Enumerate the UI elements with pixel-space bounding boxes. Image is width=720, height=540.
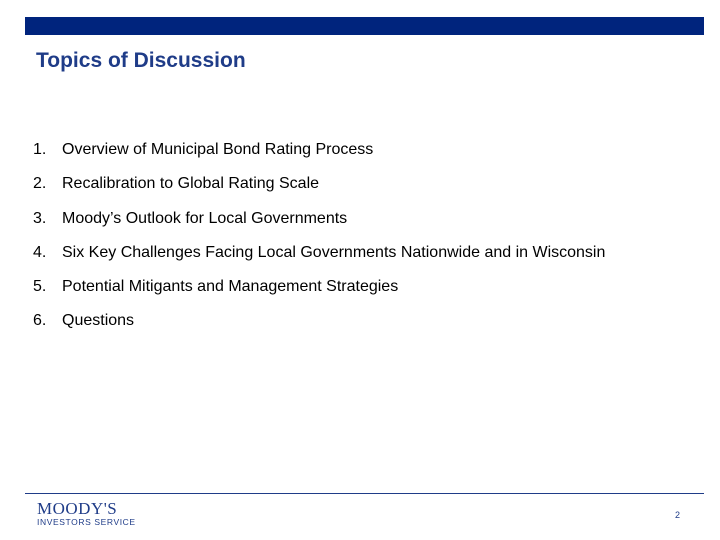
page-number: 2 (675, 510, 681, 520)
agenda-item-text: Questions (62, 312, 135, 330)
agenda-item-number: 4. (33, 243, 47, 261)
agenda-item-text: Potential Mitigants and Management Strategies (62, 278, 399, 296)
agenda-item-3 (33, 210, 605, 244)
agenda-item-number: 5. (33, 278, 47, 296)
slide-title: Topics of Discussion (36, 49, 246, 72)
agenda-item-number: 3. (33, 209, 47, 227)
agenda-item-number: 6. (33, 312, 47, 330)
logo-tagline: INVESTORS SERVICE (37, 517, 136, 527)
agenda-item-4 (33, 244, 605, 278)
agenda-item-6 (33, 312, 605, 346)
agenda-item-text: Recalibration to Global Rating Scale (62, 175, 320, 193)
agenda-item-text: Moody’s Outlook for Local Governments (62, 209, 348, 227)
agenda-item-number: 2. (33, 175, 47, 193)
agenda-item-text: Overview of Municipal Bond Rating Process (62, 141, 374, 158)
agenda-item-text: Six Key Challenges Facing Local Governments Nationwide and in Wisconsin (62, 243, 606, 261)
agenda-list (33, 141, 605, 347)
agenda-item-2 (33, 175, 605, 209)
moodys-logo (37, 500, 136, 528)
logo-name: MOODY'S (37, 499, 118, 518)
footer-divider (25, 493, 704, 494)
agenda-item-1 (33, 141, 605, 175)
header-bar (25, 17, 704, 35)
agenda-item-5 (33, 278, 605, 312)
agenda-item-number: 1. (33, 141, 47, 158)
